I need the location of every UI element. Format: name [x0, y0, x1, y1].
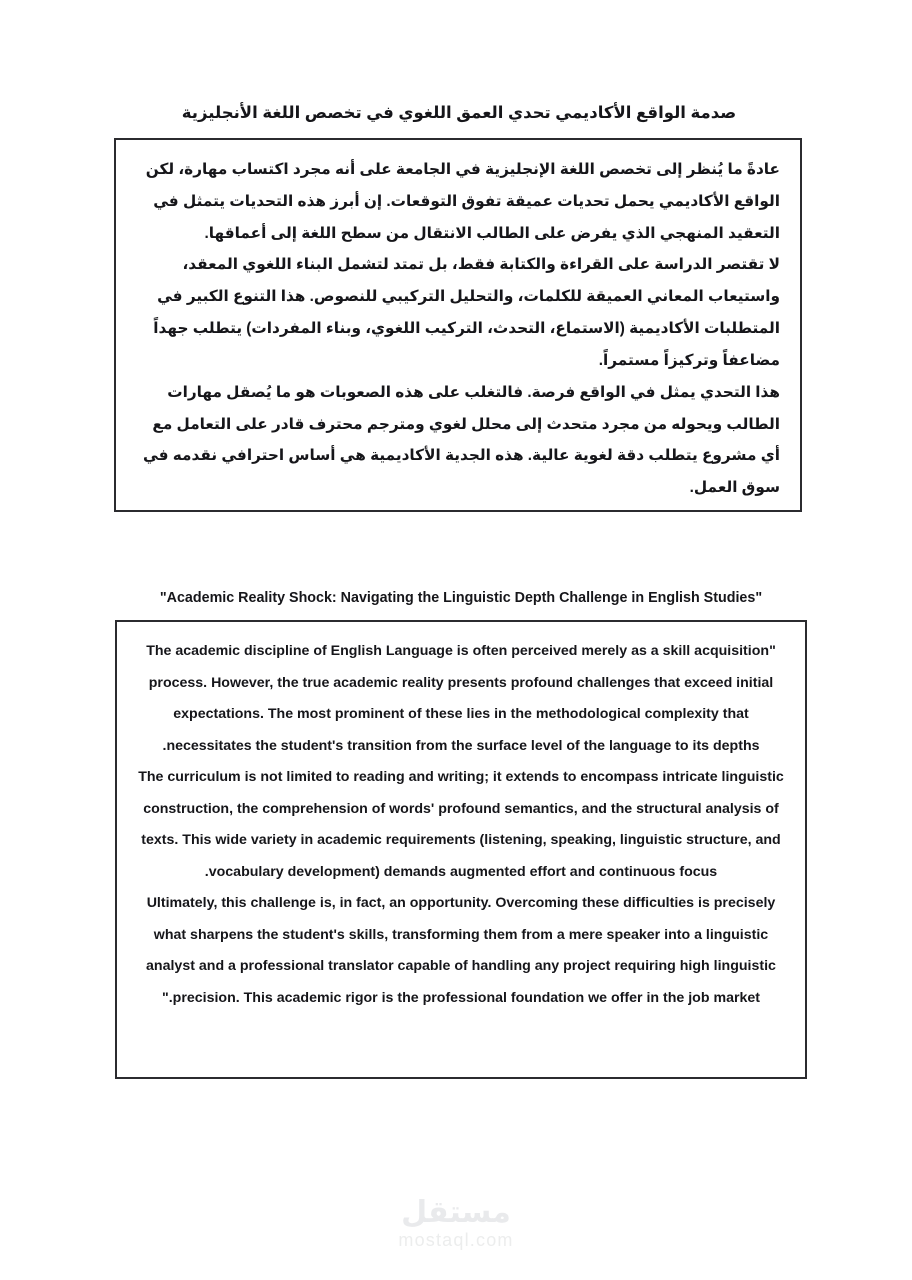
english-paragraph: "The academic discipline of English Language is often perceived merely as a skill acquisition process. However, the true academic reality presents profound challenges that exceed initial expectations. The most prominent of these lies in the methodological complexity that necessitates the student's transition from the surface level of the language to its depths.	[146, 643, 776, 754]
arabic-text-box	[114, 138, 802, 512]
english-text-box	[115, 620, 807, 1079]
english-paragraph: The curriculum is not limited to reading and writing; it extends to encompass intricate linguistic construction, the comprehension of words' profound semantics, and the structural analysis of texts. This wide variety in academic requirements (listening, speaking, linguistic structure, and vocabulary development) demands augmented effort and continuous focus.	[138, 769, 784, 880]
arabic-page-title: صدمة الواقع الأكاديمي تحدي العمق اللغوي في تخصص اللغة الأنجليزية	[181, 104, 737, 122]
arabic-paragraph: عادةً ما يُنظر إلى تخصص اللغة الإنجليزية في الجامعة على أنه مجرد اكتساب مهارة، لكن الواقع الأكاديمي يحمل تحديات عميقة تفوق التوقعات. إن أبرز هذه التحديات يتمثل في التعقيد المنهجي الذي يفرض على الطالب الانتقال من سطح اللغة إلى أعماقها.	[145, 161, 780, 242]
arabic-paragraph: هذا التحدي يمثل في الواقع فرصة. فالتغلب على هذه الصعوبات هو ما يُصقل مهارات الطالب ويحوله من مجرد متحدث إلى محلل لغوي ومترجم محترف قادر على التعامل مع أي مشروع يتطلب دقة لغوية عالية. هذه الجدية الأكاديمية هي أساس احترافي نقدمه في سوق العمل.	[143, 383, 780, 497]
english-body	[117, 622, 805, 1028]
arabic-body	[116, 140, 800, 518]
watermark-brand-url: mostaql.com	[398, 1229, 514, 1250]
english-paragraph: Ultimately, this challenge is, in fact, an opportunity. Overcoming these difficulties is precisely what sharpens the student's skills, transforming them from a mere speaker into a linguistic analyst and a professional translator capable of handling any project requiring high linguistic precision. This academic rigor is the professional foundation we offer in the job market."	[146, 895, 776, 1006]
watermark	[0, 1196, 912, 1251]
watermark-brand-arabic: مستقل	[401, 1196, 511, 1229]
arabic-paragraph: لا تقتصر الدراسة على القراءة والكتابة فقط، بل تمتد لتشمل البناء اللغوي المعقد، واستيعاب المعاني العميقة للكلمات، والتحليل التركيبي للنصوص. هذا التنوع الكبير في المتطلبات الأكاديمية (الاستماع، التحدث، التركيب اللغوي، وبناء المفردات) يتطلب جهداً مضاعفاً وتركيزاً مستمراً.	[153, 256, 780, 369]
english-page-title: "Academic Reality Shock: Navigating the Linguistic Depth Challenge in English Studies"	[159, 590, 763, 606]
